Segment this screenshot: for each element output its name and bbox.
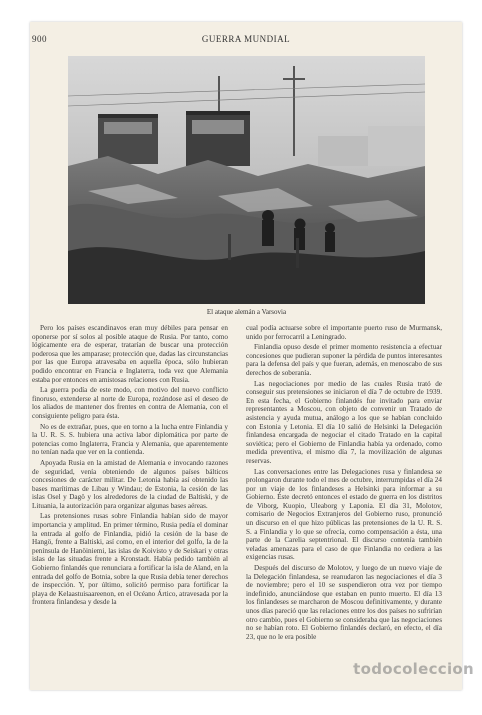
war-photograph [68, 56, 425, 304]
paragraph: No es de extrañar, pues, que en torno a la lucha entre Finlandia y la U. R. S. S. hubiera una activa labor diplomática por parte de potencias como Inglaterra, Francia y Alemania, que aparentemente no tenían nada que ver en la contienda. [32, 422, 228, 457]
page-number: 900 [32, 34, 47, 44]
watermark-logo: todocoleccion [353, 660, 474, 678]
paragraph: Finlandia opuso desde el primer momento resistencia a efectuar concesiones que pudieran suponer la pérdida de puntos interesantes para la defensa del país y que fueran, además, en menoscabo de sus derechos de soberanía. [246, 343, 442, 377]
paragraph: Las pretensiones rusas sobre Finlandia habían sido de mayor importancia y amplitud. En primer término, Rusia pedía el dominar la entrada al golfo de Finlandia, pidió la cesión de la base de Hangö, frente a Baltiski, así como, en el interior del golfo, la de la península de Hanöiniemi, las islas de Koivisto y de Seiskari y otras islas de las situadas frente a Kronstadt. Había pedido también al Gobierno finlandés que renunciara a fortificar la isla de Aland, en la entrada del golfo de Botnia, sobre la que Rusia debía tener derechos de inspección. Y, por último, solicitó permiso para fortificar la playa de Kelaastuisaareenon, en el Océano Ártico, atravesada por la frontera finlandesa y desde la [32, 512, 228, 607]
article-column-right [246, 324, 442, 643]
paragraph: La guerra podía de este modo, con motivo del nuevo conflicto finoruso, extenderse al norte de Europa, rozándose así el deseo de los aliados de mantener dos frentes en contra de Alemania, con el consiguiente peligro para ésta. [32, 386, 228, 420]
page-header [30, 34, 462, 48]
paragraph: Apoyada Rusia en la amistad de Alemania e invocando razones de seguridad, venía obteniendo de algunos países bálticos concesiones de carácter militar. De Letonia había así obtenido las bases marítimas de Libau y Windau; de Estonia, la cesión de las islas Osel y Dagö y los alrededores de la ciudad de Baltiski, y de Lituania, la autorización para organizar algunas bases aéreas. [32, 458, 228, 510]
paragraph: Después del discurso de Molotov, y luego de un nuevo viaje de la Delegación finlandesa, se reanudaron las negociaciones el día 3 de noviembre; pero el 10 se suspendieron otra vez por tiempo indefinido, anunciándose que estaban en punto muerto. El día 13 los finlandeses se marcharon de Moscou definitivamente, y durante unos días pareció que las relaciones entre los dos países no sufrirían otro cambio, pues el Gobierno se consideraba que las negociaciones no se habían roto. El Gobierno finlandés declaró, en efecto, el día 23, que no le era posible [246, 564, 442, 641]
magazine-page [30, 22, 462, 690]
paragraph: Pero los países escandinavos eran muy débiles para pensar en oponerse por sí solos al posible ataque de Rusia. Por tanto, como lógicamente era de esperar, tratarían de buscar una protección poderosa que les amparase; protección que, dadas las circunstancias por las que Europa atravesaba en aquella época, sólo hubieran podido encontrar en Francia e Inglaterra, toda vez que Alemania estaba por entonces en amistosas relaciones con Rusia. [32, 324, 228, 384]
tram-car-right [186, 111, 250, 166]
photo-caption: El ataque alemán a Varsovia [206, 308, 287, 316]
running-title: GUERRA MUNDIAL [201, 34, 291, 44]
paragraph: Las conversaciones entre las Delegaciones rusa y finlandesa se prolongaron durante todo el mes de octubre, interrumpidas el día 24 por un viaje de los finlandeses a Helsinki para informar a su Gobierno. Éste decretó entonces el estado de guerra en los distritos de Viborg, Kuopio, Uleaborg y Laponia. El día 31, Molotov, comisario de Negocios Extranjeros del Gobierno ruso, pronunció un discurso en el que hizo públicas las pretensiones de la U. R. S. S. a Finlandia y lo que se ofrecía, como compensación a ésta, una parte de la Carelia septentrional. El discurso contenía también veladas amenazas para el caso de que Finlandia no cediera a las exigencias rusas. [246, 467, 442, 562]
paragraph: cual podía actuarse sobre el importante puerto ruso de Murmansk, unido por ferrocarril a Leningrado. [246, 324, 442, 341]
paragraph: Las negociaciones por medio de las cuales Rusia trató de conseguir sus pretensiones se iniciaron el día 7 de octubre de 1939. En esta fecha, el Gobierno finlandés fue invitado para enviar representantes a Moscou, con objeto de convenir un Tratado de asistencia y ayuda mutua, análogo a los que se habían concluido con Estonia y Letonia. El día 10 salió de Helsinki la Delegación finlandesa encargada de negociar el citado Tratado en la capital soviética; pero el Gobierno de Finlandia había ya ordenado, como medida preventiva, el mismo día 7, la movilización de algunas reservas. [246, 379, 442, 465]
article-column-left [32, 324, 228, 609]
photo-illustration [68, 56, 425, 304]
